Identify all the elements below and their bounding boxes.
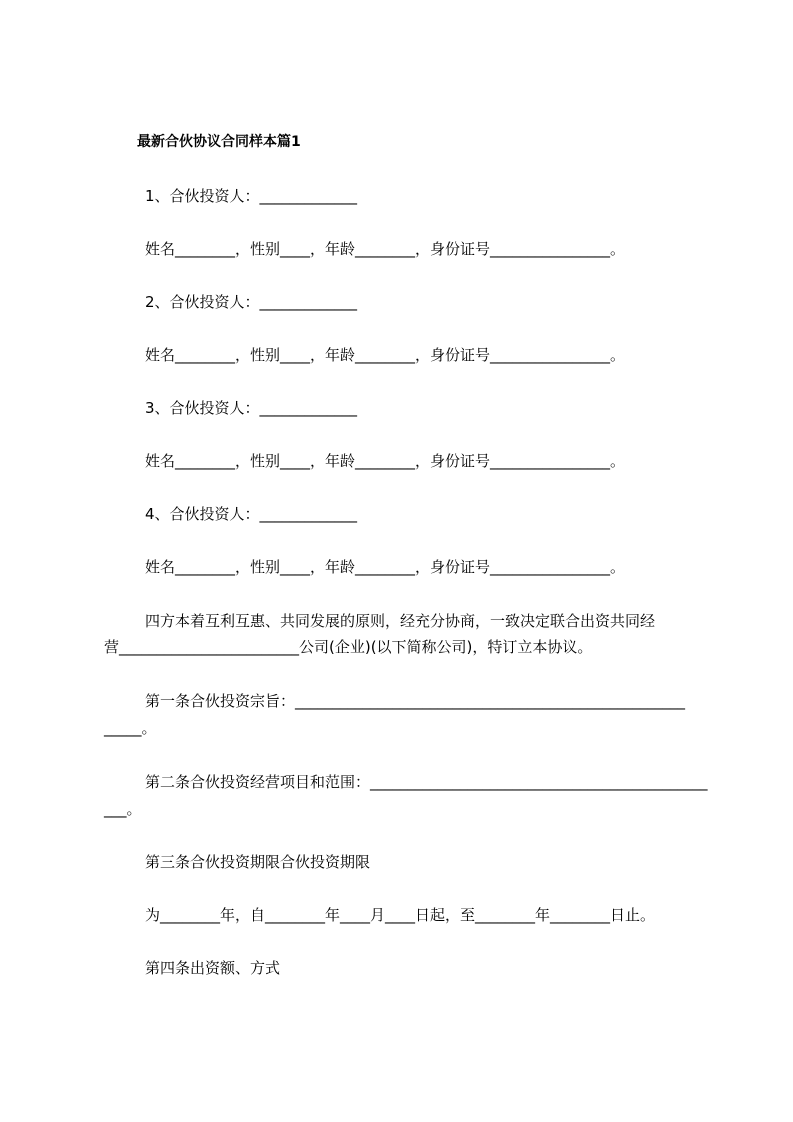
investor-1-heading: 1、合伙投资人：_____________ [145,187,358,205]
article-3-period: 为________年，自________年____月____日起，至________年________日止。 [145,906,656,924]
intro-line-1: 四方本着互利互惠、共同发展的原则，经充分协商，一致决定联合出资共同经 [145,612,656,630]
investor-3-details: 姓名________，性别____，年龄________，身份证号________________。 [145,452,626,470]
investor-4-details: 姓名________，性别____，年龄________，身份证号________________。 [145,558,626,576]
investor-2-heading: 2、合伙投资人：_____________ [145,293,358,311]
investor-3-heading: 3、合伙投资人：_____________ [145,399,358,417]
document-title: 最新合伙协议合同样本篇1 [137,134,301,150]
investor-2-details: 姓名________，性别____，年龄________，身份证号________________。 [145,346,626,364]
investor-1-details: 姓名________，性别____，年龄________，身份证号________________。 [145,240,626,258]
intro-line-2: 营________________________公司(企业)(以下简称公司)，特订立本协议。 [104,638,593,656]
article-1-line-1: 第一条合伙投资宗旨：____________________________________________________ [145,692,686,710]
article-2-line-1: 第二条合伙投资经营项目和范围：_____________________________________________ [145,773,708,791]
article-2-line-2: ___。 [104,800,142,818]
article-3-heading: 第三条合伙投资期限合伙投资期限 [145,853,371,871]
article-4-heading: 第四条出资额、方式 [145,959,281,977]
article-1-line-2: _____。 [104,719,157,737]
investor-4-heading: 4、合伙投资人：_____________ [145,505,358,523]
